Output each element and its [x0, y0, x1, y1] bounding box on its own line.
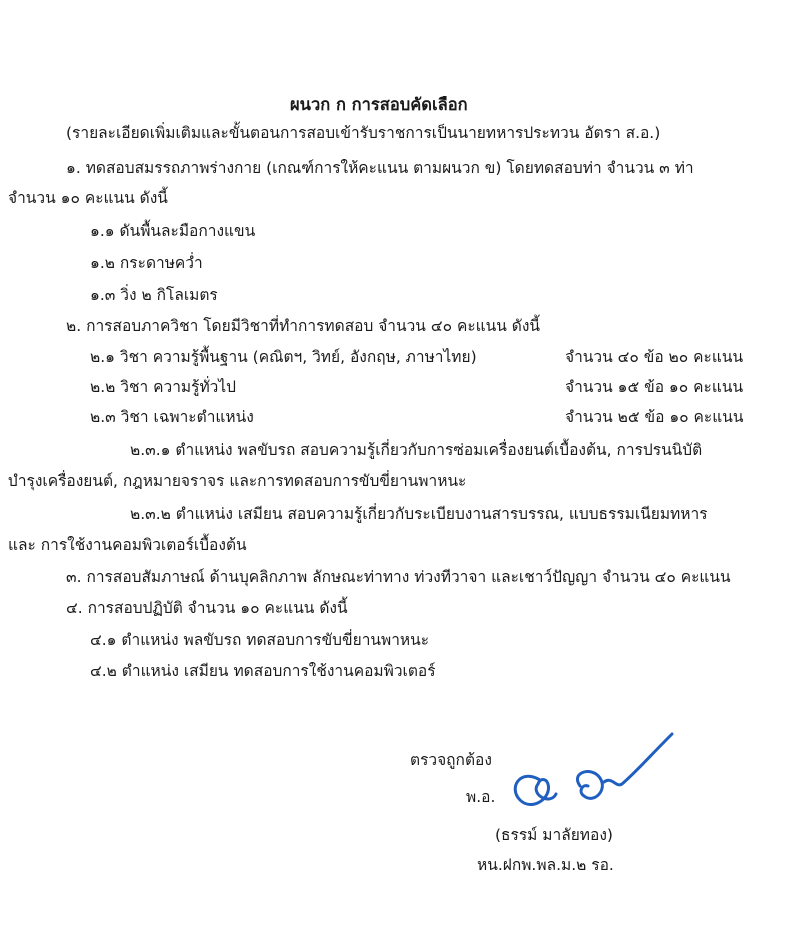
subsection-232-cont: และ การใช้งานคอมพิวเตอร์เบื้องต้น [8, 536, 247, 554]
subject-score: จำนวน ๑๕ ข้อ ๑๐ คะแนน [565, 378, 744, 396]
subsection-232: ๒.๓.๒ ตำแหน่ง เสมียน สอบความรู้เกี่ยวกับระเบียบงานสารบรรณ, แบบธรรมเนียมทหาร [130, 505, 708, 523]
section1-item: ๑.๓ วิ่ง ๒ กิโลเมตร [90, 286, 218, 304]
signer-position: หน.ฝกพ.พล.ม.๒ รอ. [477, 856, 614, 874]
subject-score: จำนวน ๔๐ ข้อ ๒๐ คะแนน [565, 348, 744, 366]
section2-heading: ๒. การสอบภาควิชา โดยมีวิชาที่ทำการทดสอบ จำนวน ๔๐ คะแนน ดังนี้ [66, 317, 540, 335]
section4-item: ๔.๑ ตำแหน่ง พลขับรถ ทดสอบการขับขี่ยานพาหนะ [90, 631, 430, 649]
subject-name: ๒.๑ วิชา ความรู้พื้นฐาน (คณิตฯ, วิทย์, อังกฤษ, ภาษาไทย) [90, 348, 477, 366]
subsection-231: ๒.๓.๑ ตำแหน่ง พลขับรถ สอบความรู้เกี่ยวกับการซ่อมเครื่องยนต์เบื้องต้น, การปรนนิบัติ [130, 441, 703, 459]
page-title: ผนวก ก การสอบคัดเลือก [290, 95, 468, 114]
section1-heading: ๑. ทดสอบสมรรถภาพร่างกาย (เกณฑ์การให้คะแนน ตามผนวก ข) โดยทดสอบท่า จำนวน ๓ ท่า [66, 159, 694, 177]
section4-item: ๔.๒ ตำแหน่ง เสมียน ทดสอบการใช้งานคอมพิวเตอร์ [90, 662, 436, 680]
page-subtitle: (รายละเอียดเพิ่มเติมและขั้นตอนการสอบเข้ารับราชการเป็นนายทหารประทวน อัตรา ส.อ.) [66, 124, 661, 142]
verified-label: ตรวจถูกต้อง [410, 751, 492, 769]
section1-item: ๑.๒ กระดาษคว่ำ [90, 254, 203, 272]
section1-item: ๑.๑ ดันพื้นละมือกางแขน [90, 222, 256, 240]
signer-name: (ธรรม์ มาลัยทอง) [495, 826, 613, 844]
section3-heading: ๓. การสอบสัมภาษณ์ ด้านบุคลิกภาพ ลักษณะท่าทาง ท่วงทีวาจา และเชาว์ปัญญา จำนวน ๔๐ คะแนน [66, 568, 731, 586]
signer-rank: พ.อ. [466, 788, 496, 806]
subject-name: ๒.๒ วิชา ความรู้ทั่วไป [90, 378, 237, 396]
subsection-231-cont: บำรุงเครื่องยนต์, กฎหมายจราจร และการทดสอบการขับขี่ยานพาหนะ [8, 472, 467, 490]
subject-name: ๒.๓ วิชา เฉพาะตำแหน่ง [90, 408, 254, 426]
handwritten-signature [500, 728, 680, 818]
section1-heading-cont: จำนวน ๑๐ คะแนน ดังนี้ [8, 189, 168, 207]
subject-score: จำนวน ๒๕ ข้อ ๑๐ คะแนน [565, 408, 744, 426]
section4-heading: ๔. การสอบปฏิบัติ จำนวน ๑๐ คะแนน ดังนี้ [66, 599, 348, 617]
